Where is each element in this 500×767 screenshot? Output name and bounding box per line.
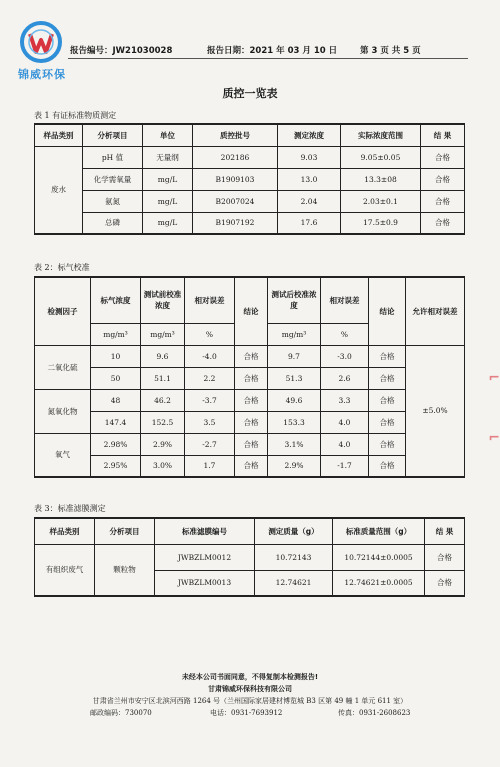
table2-header-row xyxy=(35,277,465,323)
t1-cell: 9.03 xyxy=(278,146,341,168)
stamp-fragment-icon: ⌐ xyxy=(488,430,500,446)
t3-category: 有组织废气 xyxy=(35,544,95,596)
t1-cell: pH 值 xyxy=(83,146,143,168)
t1-cell: B1907192 xyxy=(193,212,278,234)
t2-cell: 合格 xyxy=(369,455,406,477)
logo-emblem-icon xyxy=(18,20,64,64)
footer-notice: 未经本公司书面同意，不得复制本检测报告! xyxy=(181,673,319,681)
t3-cell: 12.74621±0.0005 xyxy=(333,570,425,596)
t2-cell: 2.9% xyxy=(268,455,321,477)
t2-cell: 合格 xyxy=(369,411,406,433)
t2-factor: 氧气 xyxy=(35,433,91,477)
table1-header-row xyxy=(35,124,465,146)
footer-phone: 电话：0931-7693912 xyxy=(210,709,283,717)
t2-cell: -2.7 xyxy=(185,433,235,455)
table-row xyxy=(35,455,465,477)
t2-unit: mg/m³ xyxy=(141,323,185,345)
report-date: 报告日期：2021 年 03 月 10 日 xyxy=(207,46,338,56)
t2-header-std: 标气浓度 xyxy=(91,277,141,323)
t1-cell: 合格 xyxy=(421,190,465,212)
t1-header: 单位 xyxy=(143,124,193,146)
t1-header: 分析项目 xyxy=(83,124,143,146)
t2-unit: % xyxy=(185,323,235,345)
t2-cell: 46.2 xyxy=(141,389,185,411)
t2-cell: 2.9% xyxy=(141,433,185,455)
table1-caption: 表 1 有证标准物质测定 xyxy=(34,111,117,120)
t3-header: 标准质量范围（g） xyxy=(333,518,425,544)
t3-header: 结 果 xyxy=(425,518,465,544)
footer-fax: 传真：0931-2608623 xyxy=(338,709,411,717)
t1-cell: B1909103 xyxy=(193,168,278,190)
t2-cell: 合格 xyxy=(235,455,268,477)
t3-item: 颗粒物 xyxy=(95,544,155,596)
t3-cell: 合格 xyxy=(425,570,465,596)
table3 xyxy=(34,517,465,597)
t2-cell: -1.7 xyxy=(321,455,369,477)
t2-header-allowed: 允许相对误差 xyxy=(406,277,465,345)
logo-text: 锦威环保 xyxy=(18,68,66,81)
table3-header-row xyxy=(35,518,465,544)
t1-header: 实际浓度范围 xyxy=(341,124,421,146)
t3-cell: 合格 xyxy=(425,544,465,570)
footer-postcode: 邮政编码：730070 xyxy=(90,709,152,717)
t1-header: 质控批号 xyxy=(193,124,278,146)
t2-header-factor: 检测因子 xyxy=(35,277,91,345)
t3-header: 分析项目 xyxy=(95,518,155,544)
t2-cell: 10 xyxy=(91,345,141,367)
company-logo xyxy=(12,20,70,94)
t1-header: 测定浓度 xyxy=(278,124,341,146)
table-row xyxy=(35,411,465,433)
t2-cell: 合格 xyxy=(369,345,406,367)
t1-cell: 合格 xyxy=(421,212,465,234)
t2-header-err1: 相对误差 xyxy=(185,277,235,323)
t1-header: 结 果 xyxy=(421,124,465,146)
t1-category: 废水 xyxy=(35,146,83,234)
t2-cell: -3.0 xyxy=(321,345,369,367)
t2-cell: 合格 xyxy=(369,433,406,455)
header-divider xyxy=(68,58,468,59)
table-row xyxy=(35,367,465,389)
t1-cell: 无量纲 xyxy=(143,146,193,168)
t1-cell: 合格 xyxy=(421,168,465,190)
t2-cell: 3.3 xyxy=(321,389,369,411)
table-row xyxy=(35,168,465,190)
t2-factor: 氮氧化物 xyxy=(35,389,91,433)
t3-header: 样品类别 xyxy=(35,518,95,544)
table-row xyxy=(35,190,465,212)
table1 xyxy=(34,123,465,235)
t3-cell: JWBZLM0013 xyxy=(155,570,255,596)
t1-cell: mg/L xyxy=(143,212,193,234)
document-title: 质控一览表 xyxy=(222,87,278,100)
t1-cell: 9.05±0.05 xyxy=(341,146,421,168)
t2-unit: mg/m³ xyxy=(268,323,321,345)
t1-cell: 2.04 xyxy=(278,190,341,212)
footer-address: 甘肃省兰州市安宁区北滨河西路 1264 号（兰州国际家居建材博览城 B3 区第 49 幢 1 单元 611 室） xyxy=(92,697,408,705)
t2-allowed-value: ±5.0% xyxy=(406,345,465,477)
t2-cell: -4.0 xyxy=(185,345,235,367)
t2-cell: 2.98% xyxy=(91,433,141,455)
stamp-fragment-icon: ⌐ xyxy=(488,370,500,386)
t2-cell: 2.95% xyxy=(91,455,141,477)
t1-cell: B2007024 xyxy=(193,190,278,212)
t1-cell: 总磷 xyxy=(83,212,143,234)
t1-cell: mg/L xyxy=(143,190,193,212)
t2-cell: 48 xyxy=(91,389,141,411)
t3-cell: 10.72143 xyxy=(255,544,333,570)
t2-cell: 51.1 xyxy=(141,367,185,389)
t1-cell: 202186 xyxy=(193,146,278,168)
t2-cell: 1.7 xyxy=(185,455,235,477)
t3-header: 测定质量（g） xyxy=(255,518,333,544)
t1-cell: 13.0 xyxy=(278,168,341,190)
t2-cell: 152.5 xyxy=(141,411,185,433)
report-number: 报告编号：JW21030028 xyxy=(70,46,173,56)
t2-cell: 合格 xyxy=(235,411,268,433)
t2-header-conc2: 结论 xyxy=(369,277,406,345)
table-row xyxy=(35,433,465,455)
t2-unit: mg/m³ xyxy=(91,323,141,345)
t2-cell: 4.0 xyxy=(321,433,369,455)
t2-cell: 2.6 xyxy=(321,367,369,389)
table3-caption: 表 3：标准滤膜测定 xyxy=(34,504,106,513)
t2-cell: 2.2 xyxy=(185,367,235,389)
t2-cell: 合格 xyxy=(369,389,406,411)
t3-header: 标准滤膜编号 xyxy=(155,518,255,544)
table-row xyxy=(35,389,465,411)
t1-cell: 化学需氧量 xyxy=(83,168,143,190)
t2-cell: 50 xyxy=(91,367,141,389)
t1-cell: 氨氮 xyxy=(83,190,143,212)
t2-cell: 合格 xyxy=(235,345,268,367)
t2-cell: 9.7 xyxy=(268,345,321,367)
t3-cell: 12.74621 xyxy=(255,570,333,596)
t2-factor: 二氧化硫 xyxy=(35,345,91,389)
t2-header-conc1: 结论 xyxy=(235,277,268,345)
footer-company: 甘肃锦威环保科技有限公司 xyxy=(208,685,292,693)
t1-cell: 2.03±0.1 xyxy=(341,190,421,212)
t2-header-post: 测试后校准浓度 xyxy=(268,277,321,323)
t2-cell: 合格 xyxy=(235,433,268,455)
page-info: 第 3 页 共 5 页 xyxy=(360,46,421,56)
table-row xyxy=(35,146,465,168)
t2-header-err2: 相对误差 xyxy=(321,277,369,323)
t2-cell: 4.0 xyxy=(321,411,369,433)
t3-cell: JWBZLM0012 xyxy=(155,544,255,570)
table-row xyxy=(35,212,465,234)
t2-cell: 49.6 xyxy=(268,389,321,411)
t2-header-pre: 测试前校准浓度 xyxy=(141,277,185,323)
table2 xyxy=(34,276,465,478)
t1-cell: 13.3±08 xyxy=(341,168,421,190)
t2-cell: 153.3 xyxy=(268,411,321,433)
table-row xyxy=(35,544,465,570)
t2-cell: 3.5 xyxy=(185,411,235,433)
t2-cell: 51.3 xyxy=(268,367,321,389)
t1-cell: 17.5±0.9 xyxy=(341,212,421,234)
t3-cell: 10.72144±0.0005 xyxy=(333,544,425,570)
t2-cell: 9.6 xyxy=(141,345,185,367)
t2-cell: 3.1% xyxy=(268,433,321,455)
t2-cell: 合格 xyxy=(235,367,268,389)
t2-cell: 147.4 xyxy=(91,411,141,433)
table-row xyxy=(35,345,465,367)
t2-cell: 合格 xyxy=(235,389,268,411)
t2-cell: 3.0% xyxy=(141,455,185,477)
t1-cell: 合格 xyxy=(421,146,465,168)
t1-cell: 17.6 xyxy=(278,212,341,234)
t2-cell: 合格 xyxy=(369,367,406,389)
t2-unit: % xyxy=(321,323,369,345)
t1-cell: mg/L xyxy=(143,168,193,190)
t1-header: 样品类别 xyxy=(35,124,83,146)
t2-cell: -3.7 xyxy=(185,389,235,411)
table2-caption: 表 2：标气校准 xyxy=(34,263,90,272)
